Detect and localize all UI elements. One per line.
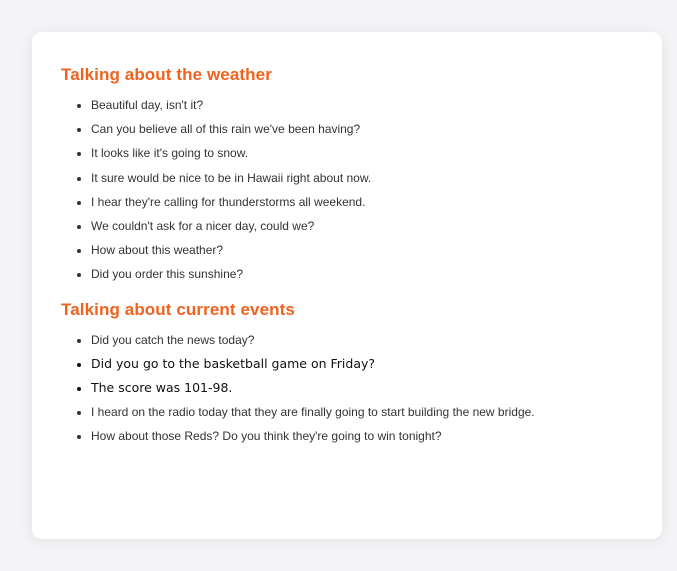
list-item: Did you order this sunshine? <box>61 266 662 290</box>
list-item: We couldn't ask for a nicer day, could we? <box>61 218 662 242</box>
list-item: It sure would be nice to be in Hawaii right about now. <box>61 170 662 194</box>
list-item: Did you go to the basketball game on Friday? <box>61 356 662 380</box>
section-title-current-events: Talking about current events <box>61 299 295 319</box>
list-item: How about those Reds? Do you think they're going to win tonight? <box>61 428 662 452</box>
list-item: I heard on the radio today that they are finally going to start building the new bridge. <box>61 404 662 428</box>
list-item: How about this weather? <box>61 242 662 266</box>
list-item: Can you believe all of this rain we've been having? <box>61 121 662 145</box>
content-card <box>32 32 662 539</box>
list-item: Beautiful day, isn't it? <box>61 97 662 121</box>
section-title-weather: Talking about the weather <box>61 65 272 84</box>
current-events-list <box>61 332 662 453</box>
list-item: Did you catch the news today? <box>61 332 662 356</box>
weather-list <box>61 97 662 291</box>
list-item: The score was 101-98. <box>61 380 662 404</box>
list-item: I hear they're calling for thunderstorms all weekend. <box>61 194 662 218</box>
list-item: It looks like it's going to snow. <box>61 145 662 169</box>
